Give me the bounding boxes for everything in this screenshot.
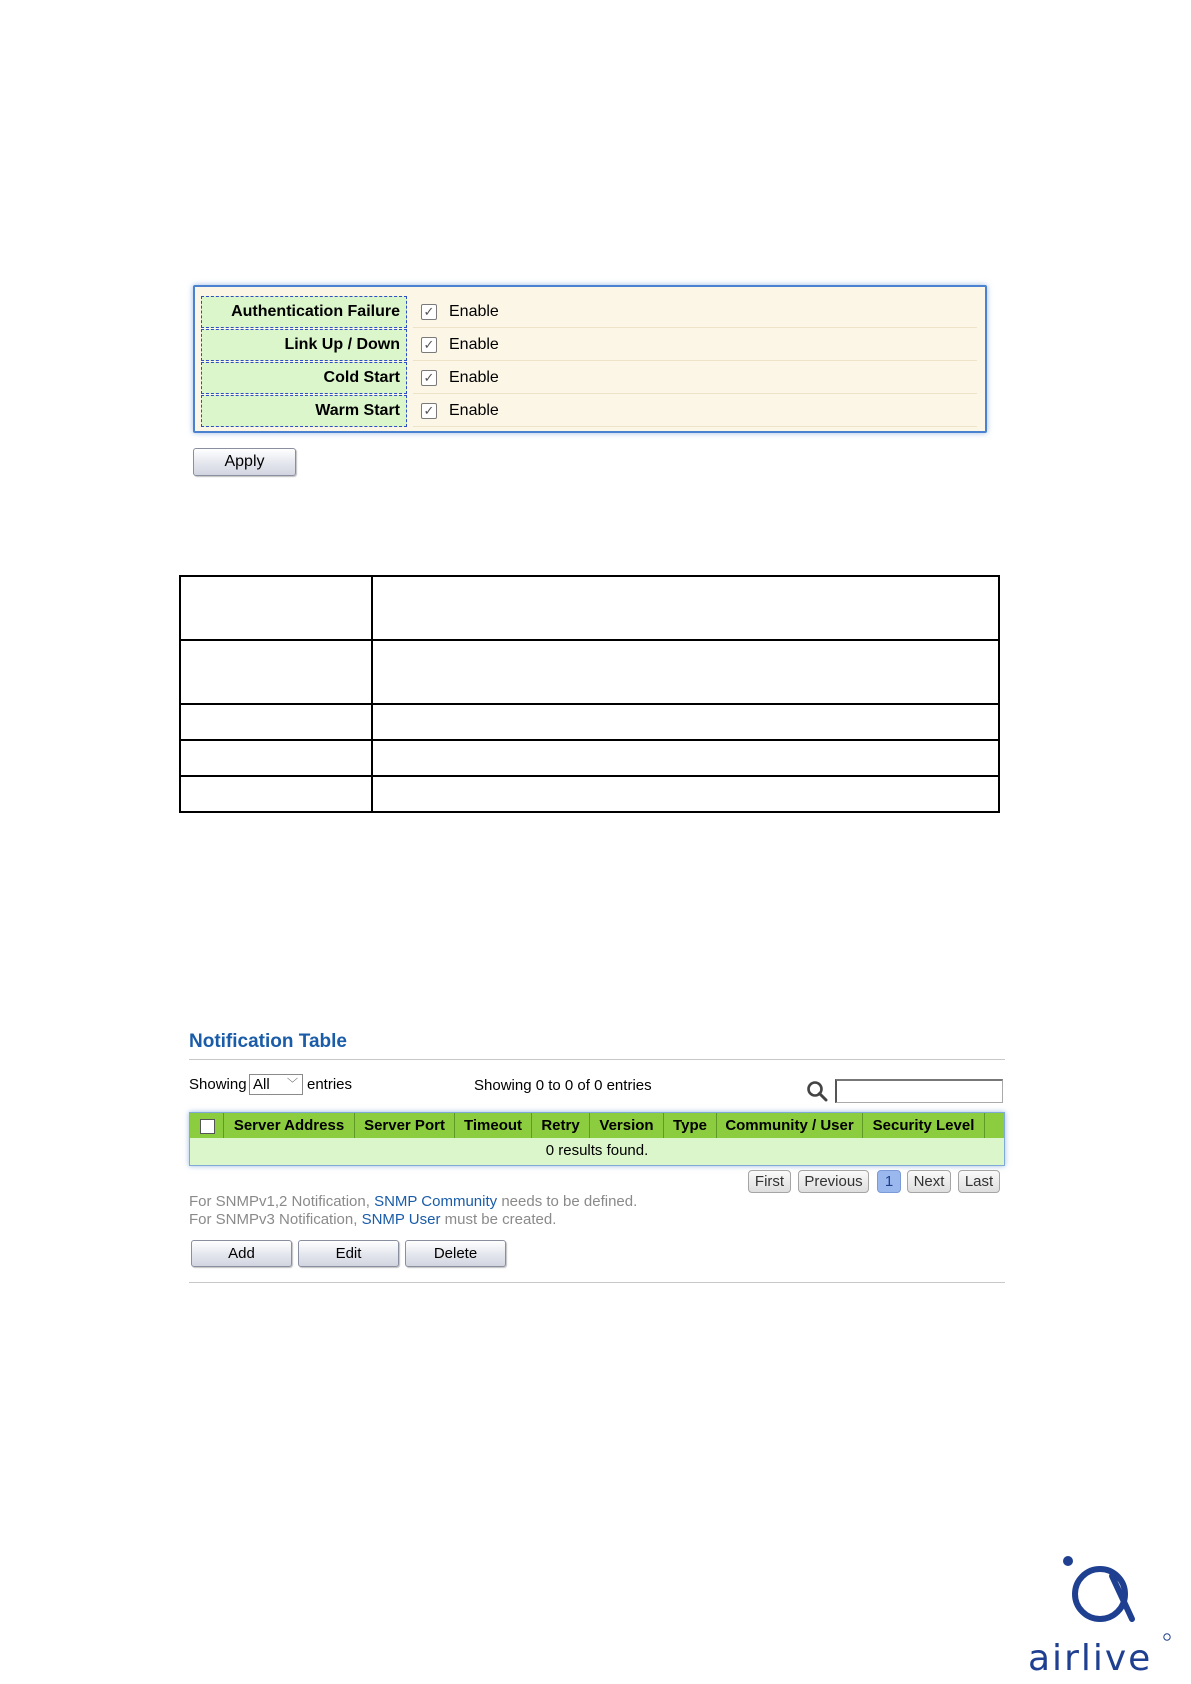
table-row (180, 776, 999, 812)
search-icon (806, 1080, 828, 1102)
search-input[interactable] (835, 1079, 1003, 1103)
column-header[interactable]: Server Address (224, 1113, 355, 1138)
warm-start-checkbox[interactable]: ✓ (421, 403, 437, 419)
note-text: For SNMPv1,2 Notification, (189, 1193, 375, 1210)
showing-summary: Showing 0 to 0 of 0 entries (474, 1077, 652, 1094)
table-cell (180, 576, 372, 640)
enable-label: Enable (449, 369, 499, 386)
page-title: Notification Table (189, 1031, 347, 1052)
table-cell (372, 640, 999, 704)
table-cell (180, 776, 372, 812)
table-cell (372, 704, 999, 740)
entries-label: entries (307, 1076, 353, 1093)
table-row (180, 576, 999, 640)
entries-select[interactable] (249, 1074, 303, 1095)
pager-last-button[interactable]: Last (958, 1170, 1000, 1193)
snmpv3-note (189, 1211, 556, 1228)
trap-value-cell (413, 396, 977, 427)
column-header[interactable]: Server Port (355, 1113, 455, 1138)
svg-text:airlive: airlive (1028, 1638, 1153, 1679)
note-text: must be created. (440, 1211, 557, 1228)
select-all-checkbox[interactable] (200, 1119, 215, 1134)
snmp-user-link[interactable]: SNMP User (361, 1211, 441, 1228)
empty-results-text: 0 results found. (545, 1142, 649, 1159)
trap-row-warm-start (201, 395, 977, 427)
divider (189, 1282, 1005, 1283)
enable-label: Enable (449, 402, 499, 419)
column-header[interactable]: Type (664, 1113, 717, 1138)
description-table (179, 575, 1000, 813)
trap-row-authentication-failure (201, 296, 977, 328)
edit-button[interactable]: Edit (298, 1240, 399, 1267)
table-cell (180, 740, 372, 776)
table-row (180, 704, 999, 740)
trap-row-link-up-down (201, 329, 977, 361)
column-header[interactable]: Community / User (717, 1113, 863, 1138)
divider (189, 1059, 1005, 1060)
authentication-failure-checkbox[interactable]: ✓ (421, 304, 437, 320)
trap-value-cell (413, 363, 977, 394)
snmp-community-link[interactable]: SNMP Community (374, 1193, 498, 1210)
trap-label: Link Up / Down (201, 329, 407, 361)
trap-value-cell (413, 297, 977, 328)
table-row (180, 740, 999, 776)
notification-grid (189, 1112, 1005, 1166)
column-header[interactable]: Security Level (863, 1113, 985, 1138)
table-row (180, 640, 999, 704)
table-cell (372, 740, 999, 776)
chevron-down-icon: ﹀ (287, 1078, 298, 1090)
note-text: For SNMPv3 Notification, (189, 1211, 362, 1228)
airlive-logo (1024, 1553, 1174, 1683)
note-text: needs to be defined. (497, 1193, 638, 1210)
trap-row-cold-start (201, 362, 977, 394)
trap-value-cell (413, 330, 977, 361)
pager-page-button[interactable]: 1 (877, 1170, 901, 1193)
add-button[interactable]: Add (191, 1240, 292, 1267)
trap-label: Warm Start (201, 395, 407, 427)
column-header[interactable]: Version (590, 1113, 664, 1138)
enable-label: Enable (449, 336, 499, 353)
trap-settings-panel (193, 285, 987, 433)
column-header[interactable]: Retry (532, 1113, 590, 1138)
grid-header (190, 1113, 1004, 1138)
enable-label: Enable (449, 303, 499, 320)
link-up-down-checkbox[interactable]: ✓ (421, 337, 437, 353)
table-cell (180, 704, 372, 740)
table-cell (372, 576, 999, 640)
pager-first-button[interactable]: First (748, 1170, 791, 1193)
delete-button[interactable]: Delete (405, 1240, 506, 1267)
trap-label: Authentication Failure (201, 296, 407, 328)
apply-button[interactable]: Apply (193, 448, 296, 476)
pager-next-button[interactable]: Next (907, 1170, 951, 1193)
select-all-cell (190, 1113, 224, 1138)
table-cell (372, 776, 999, 812)
pager-previous-button[interactable]: Previous (798, 1170, 869, 1193)
entries-select-value: All (253, 1076, 270, 1093)
cold-start-checkbox[interactable]: ✓ (421, 370, 437, 386)
showing-label: Showing (189, 1076, 247, 1093)
trap-label: Cold Start (201, 362, 407, 394)
column-header[interactable]: Timeout (455, 1113, 532, 1138)
table-cell (180, 640, 372, 704)
snmpv12-note (189, 1193, 637, 1210)
